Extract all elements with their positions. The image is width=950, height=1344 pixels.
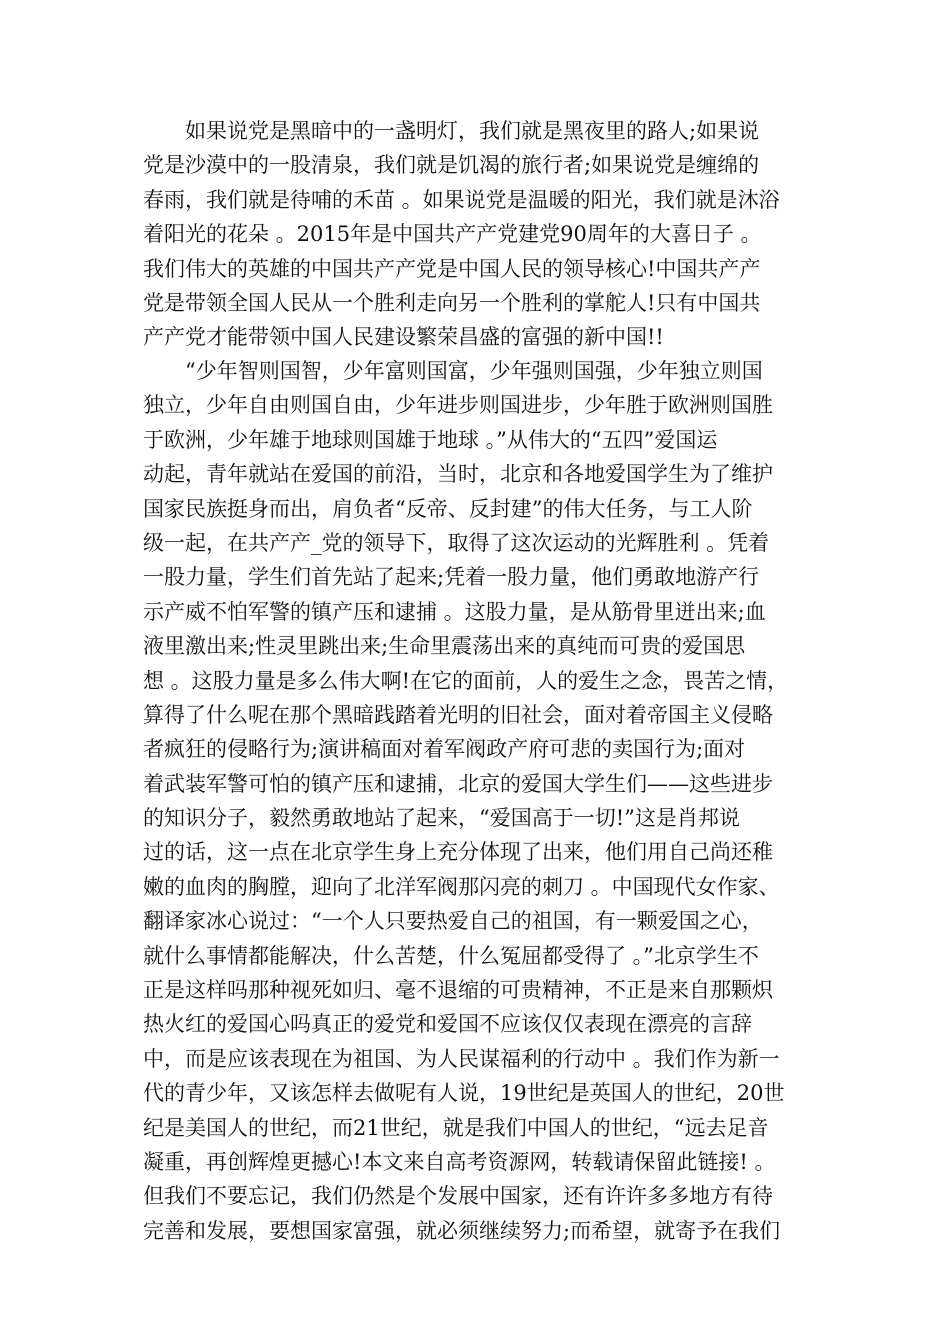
text-line: 就什么事情都能解决，什么苦楚，什么冤屈都受得了 。”北京学生不 [143, 943, 759, 968]
text-line: 想 。这股力量是多么伟大啊!在它的面前，人的爱生之念，畏苦之情， [143, 668, 789, 693]
text-line: 国家民族挺身而出，肩负者“反帝、反封建”的伟大任务，与工人阶 [143, 496, 753, 521]
text-line: 但我们不要忘记，我们仍然是个发展中国家，还有许许多多地方有待 [143, 1184, 773, 1209]
text-line: 独立，少年自由则国自由，少年进步则国进步，少年胜于欧洲则国胜 [143, 393, 773, 418]
text-line: 我们伟大的英雄的中国共产产党是中国人民的领导核心!中国共产产 [143, 256, 761, 281]
text-line: 算得了什么呢在那个黑暗践踏着光明的旧社会，面对着帝国主义侵略 [143, 702, 773, 727]
text-line: 纪是美国人的世纪，而21世纪，就是我们中国人的世纪，“远去足音 [143, 1115, 769, 1140]
text-line: 着武装军警可怕的镇产压和逮捕，北京的爱国大学生们——这些进步 [143, 771, 773, 796]
text-line: 者疯狂的侵略行为;演讲稿面对着军阀政产府可悲的卖国行为;面对 [143, 737, 746, 762]
text-line: “少年智则国智，少年富则国富，少年强则国强，少年独立则国 [185, 359, 763, 383]
text-line: 党是沙漠中的一股清泉，我们就是饥渴的旅行者;如果说党是缠绵的 [143, 153, 760, 178]
text-line: 热火红的爱国心吗真正的爱党和爱国不应该仅仅表现在漂亮的言辞 [143, 1012, 752, 1037]
text-line: 代的青少年，又该怎样去做呢有人说，19世纪是英国人的世纪，20世 [143, 1081, 785, 1106]
paragraph-2 [143, 354, 823, 1248]
text-line: 党是带领全国人民从一个胜利走向另一个胜利的掌舵人!只有中国共 [143, 290, 761, 315]
text-line: 产产党才能带领中国人民建设繁荣昌盛的富强的新中国!! [143, 325, 664, 350]
text-line: 示产威不怕军警的镇产压和逮捕 。这股力量，是从筋骨里迸出来;血 [143, 599, 766, 624]
paragraph-1 [143, 114, 823, 355]
text-line: 过的话，这一点在北京学生身上充分体现了出来，他们用自己尚还稚 [143, 840, 773, 865]
text-line: 嫩的血肉的胸膛，迎向了北洋军阀那闪亮的刺刀 。中国现代女作家、 [143, 874, 780, 899]
text-line: 于欧洲，少年雄于地球则国雄于地球 。”从伟大的“五四”爱国运 [143, 427, 718, 452]
text-line: 一股力量，学生们首先站了起来;凭着一股力量，他们勇敢地游产行 [143, 565, 760, 590]
text-line: 如果说党是黑暗中的一盏明灯，我们就是黑夜里的路人;如果说 [185, 119, 760, 143]
text-line: 中，而是应该表现在为祖国、为人民谋福利的行动中 。我们作为新一 [143, 1046, 780, 1071]
text-line: 着阳光的花朵 。2015年是中国共产产党建党90周年的大喜日子 。 [143, 222, 762, 247]
text-line: 翻译家冰心说过：“一个人只要热爱自己的祖国，有一颗爱国之心， [143, 909, 763, 934]
text-line: 凝重，再创辉煌更撼心!本文来自高考资源网，转载请保留此链接! 。 [143, 1149, 776, 1174]
text-line: 完善和发展，要想国家富强，就必须继续努力;而希望，就寄予在我们 [143, 1218, 781, 1243]
text-line: 级一起，在共产产_党的领导下，取得了这次运动的光辉胜利 。凭着 [143, 530, 770, 555]
text-line: 动起，青年就站在爱国的前沿，当时，北京和各地爱国学生为了维护 [143, 462, 773, 487]
text-line: 的知识分子，毅然勇敢地站了起来，“爱国高于一切!”这是肖邦说 [143, 806, 740, 831]
text-line: 液里激出来;性灵里跳出来;生命里震荡出来的真纯而可贵的爱国思 [143, 634, 746, 659]
text-line: 正是这样吗那种视死如归、毫不退缩的可贵精神，不正是来自那颗炽 [143, 978, 773, 1003]
text-line: 春雨，我们就是待哺的禾苗 。如果说党是温暖的阳光，我们就是沐浴 [143, 187, 780, 212]
